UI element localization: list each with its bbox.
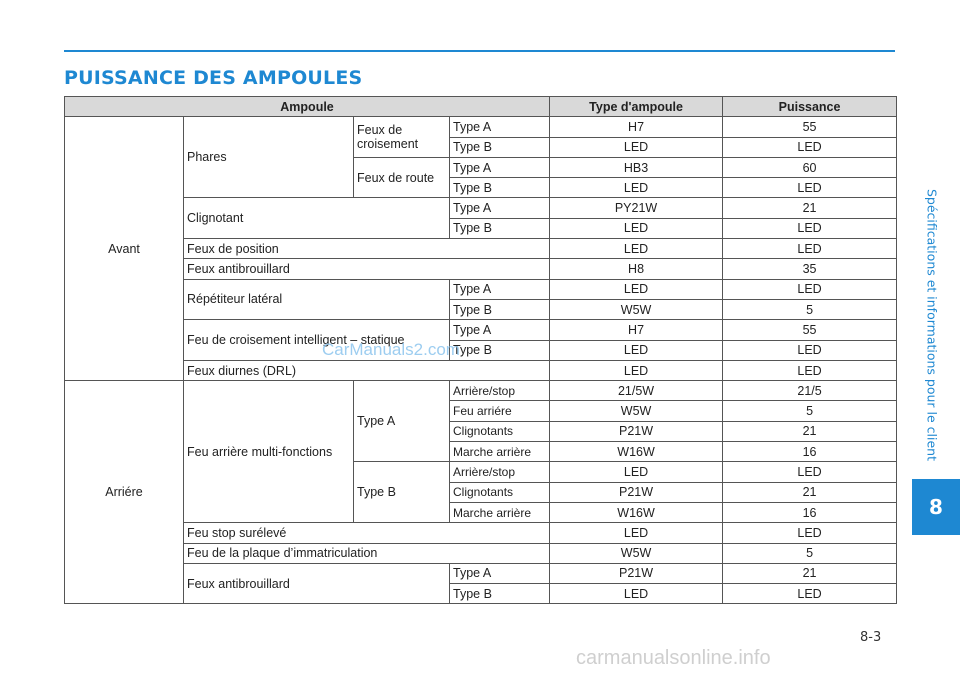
cell-power: LED [723,178,897,198]
sub-type-b: Type B [450,299,550,319]
cell-power: 60 [723,157,897,177]
sub-type-a: Type A [450,320,550,340]
sub-type-a: Type A [450,198,550,218]
sub-marche-arriere: Marche arrière [450,442,550,462]
sub-type-b: Type B [450,218,550,238]
cell-type: P21W [550,421,723,441]
sub-type-a: Type A [450,157,550,177]
header-type: Type d'ampoule [550,97,723,117]
cell-power: LED [723,279,897,299]
cell-power: 55 [723,320,897,340]
cell-type: H7 [550,320,723,340]
cell-power: 5 [723,401,897,421]
cell-power: LED [723,239,897,259]
table-row [65,198,897,218]
cell-power: 21 [723,421,897,441]
cell-type: 21/5W [550,381,723,401]
watermark-footer: carmanualsonline.info [576,647,771,669]
cell-type: P21W [550,563,723,583]
group-avant: Avant [65,117,184,381]
table-row [65,320,897,340]
cell-type: LED [550,279,723,299]
cell-power: 21 [723,563,897,583]
sub-marche-arriere: Marche arrière [450,502,550,522]
row-feu-plaque: Feu de la plaque d’immatriculation [184,543,550,563]
sub-type-b: Type B [450,584,550,604]
cell-type: W5W [550,401,723,421]
table-row [65,381,897,401]
chapter-tab-number: 8 [929,495,943,519]
header-ampoule: Ampoule [65,97,550,117]
cell-power: 21 [723,198,897,218]
row-feu-stop: Feu stop surélevé [184,523,550,543]
row-feux-position: Feux de position [184,239,550,259]
table-row [65,239,897,259]
cell-power: LED [723,137,897,157]
table-header-row [65,97,897,117]
row-clignotant: Clignotant [184,198,450,239]
cell-type: PY21W [550,198,723,218]
page-number: 8-3 [860,630,882,645]
cell-power: 16 [723,502,897,522]
cell-type: W5W [550,543,723,563]
row-feux-antibrouillard-avant: Feux antibrouillard [184,259,550,279]
group-arriere: Arriére [65,381,184,604]
cell-type: LED [550,523,723,543]
cell-power: LED [723,584,897,604]
cell-power: LED [723,523,897,543]
row-feu-arriere-multi: Feu arrière multi-fonctions [184,381,354,523]
table-row [65,259,897,279]
cell-type: H8 [550,259,723,279]
cell-power: 5 [723,543,897,563]
table-row [65,543,897,563]
sub-type-a: Type A [450,563,550,583]
sub-type-a: Type A [450,279,550,299]
chapter-tab [912,479,960,535]
row-feux-route: Feux de route [354,157,450,198]
page-title: PUISSANCE DES AMPOULES [64,67,363,89]
cell-power: LED [723,462,897,482]
cell-type: W16W [550,442,723,462]
cell-type: P21W [550,482,723,502]
row-feux-antibrouillard-arriere: Feux antibrouillard [184,563,450,604]
table-row [65,279,897,299]
row-feux-croisement: Feux de croisement [354,117,450,158]
cell-type: H7 [550,117,723,137]
sub-feu-arriere: Feu arriére [450,401,550,421]
sub-arriere-stop: Arrière/stop [450,462,550,482]
row-phares: Phares [184,117,354,198]
cell-type: HB3 [550,157,723,177]
bulb-table [64,96,897,604]
table-row [65,117,897,137]
row-feux-diurnes: Feux diurnes (DRL) [184,360,550,380]
row-type-a: Type A [354,381,450,462]
cell-type: LED [550,462,723,482]
cell-power: LED [723,360,897,380]
cell-type: LED [550,340,723,360]
cell-type: LED [550,239,723,259]
row-type-b: Type B [354,462,450,523]
cell-power: 16 [723,442,897,462]
sub-clignotants: Clignotants [450,421,550,441]
sub-arriere-stop: Arrière/stop [450,381,550,401]
cell-power: LED [723,340,897,360]
cell-type: LED [550,584,723,604]
sub-type-b: Type B [450,340,550,360]
cell-power: 35 [723,259,897,279]
cell-power: 21 [723,482,897,502]
top-rule [64,50,895,52]
sub-clignotants: Clignotants [450,482,550,502]
cell-type: LED [550,137,723,157]
chapter-side-label: Spécifications et informations pour le client [924,188,940,462]
cell-type: LED [550,218,723,238]
cell-type: LED [550,178,723,198]
table-row [65,523,897,543]
cell-type: LED [550,360,723,380]
sub-type-a: Type A [450,117,550,137]
cell-power: 55 [723,117,897,137]
header-puissance: Puissance [723,97,897,117]
cell-type: W5W [550,299,723,319]
table-row [65,563,897,583]
row-repetiteur: Répétiteur latéral [184,279,450,320]
sub-type-b: Type B [450,137,550,157]
sub-type-b: Type B [450,178,550,198]
table-row [65,360,897,380]
cell-power: 21/5 [723,381,897,401]
cell-power: LED [723,218,897,238]
cell-power: 5 [723,299,897,319]
row-feu-croisement-intelligent: Feu de croisement intelligent – statique [184,320,450,361]
watermark-overlay: CarManuals2.com [322,340,460,359]
cell-type: W16W [550,502,723,522]
